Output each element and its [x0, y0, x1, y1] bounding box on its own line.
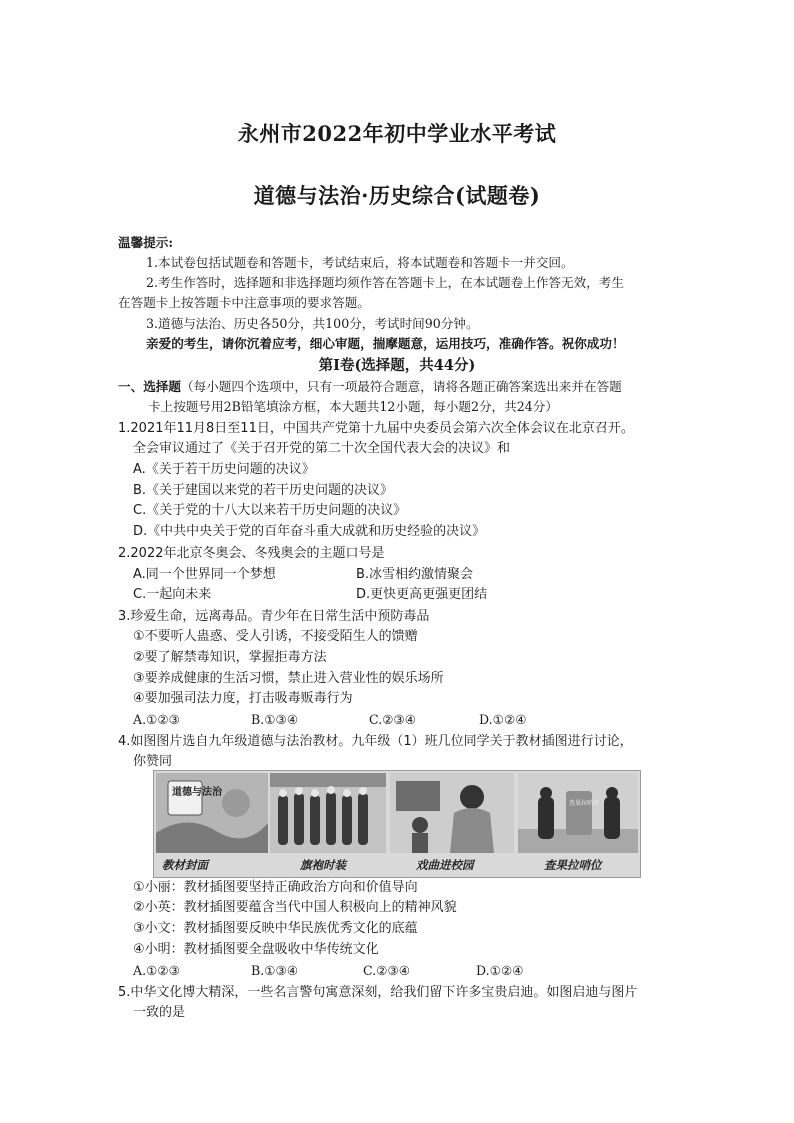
- q3-statement-1: ①不要听人蛊惑、受人引诱，不接受陌生人的馈赠: [133, 629, 418, 644]
- notice-item: 在答题卡上按答题卡中注意事项的要求答题。: [118, 295, 370, 310]
- q3-option-c: C.②③④: [369, 712, 417, 727]
- section-instruction-text: （每小题四个选项中，只有一项最符合题意，请将各题正确答案选出来并在答题: [180, 379, 622, 394]
- q3-statement-3: ③要养成健康的生活习惯，禁止进入营业性的娱乐场所: [133, 671, 444, 686]
- q5-stem: 一致的是: [133, 1005, 186, 1020]
- section-instruction-lead: 一、选择题: [118, 379, 181, 394]
- section-title: 第Ⅰ卷(选择题，共44分): [318, 357, 476, 374]
- sentry-image: [518, 773, 638, 853]
- opera-image: [390, 773, 514, 853]
- q4-statement-3: ③小文：教材插图要反映中华民族优秀文化的底蕴: [133, 921, 418, 936]
- panel-textbook-cover: [156, 773, 268, 853]
- textbook-cover-image: [156, 773, 268, 853]
- q3-option-b: B.①③④: [251, 712, 299, 727]
- q3-stem: 3.珍爱生命，远离毒品。青少年在日常生活中预防毒品: [118, 609, 430, 624]
- q2-option-b: B.冰雪相约激情聚会: [356, 567, 474, 582]
- q4-option-a: A.①②③: [133, 963, 180, 978]
- q2-stem: 2.2022年北京冬奥会、冬残奥会的主题口号是: [118, 546, 385, 561]
- q4-option-d: D.①②④: [476, 963, 524, 978]
- textbook-cover-text: 道德与法治: [172, 787, 222, 798]
- q3-statement-2: ②要了解禁毒知识，掌握拒毒方法: [133, 650, 327, 665]
- q1-stem: 全会审议通过了《关于召开党的第二十次全国代表大会的决议》和: [133, 441, 511, 456]
- q2-option-c: C.一起向未来: [133, 587, 212, 602]
- panel-sentry: [518, 773, 638, 853]
- q4-option-c: C.②③④: [363, 963, 411, 978]
- notice-heading: 温馨提示:: [118, 235, 174, 250]
- textbook-illustration-strip: [153, 770, 641, 878]
- notice-item: 1.本试卷包括试题卷和答题卡，考试结束后，将本试题卷和答题卡一并交回。: [146, 255, 574, 270]
- qipao-image: [270, 773, 386, 853]
- sentry-sign-text: 查果拉哨位: [569, 800, 600, 807]
- q1-option-c: C.《关于党的十八大以来若干历史问题的决议》: [133, 503, 407, 518]
- caption-textbook-cover: 教材封面: [162, 858, 208, 872]
- q1-option-d: D.《中共中央关于党的百年奋斗重大成就和历史经验的决议》: [133, 524, 486, 539]
- notice-encourage: 亲爱的考生，请你沉着应考，细心审题，揣摩题意，运用技巧，准确作答。祝你成功！: [146, 336, 625, 351]
- section-instruction: [118, 378, 622, 396]
- q4-option-b: B.①③④: [251, 963, 299, 978]
- q2-option-d: D.更快更高更强更团结: [356, 587, 488, 602]
- q5-stem: 5.中华文化博大精深，一些名言警句寓意深刻，给我们留下许多宝贵启迪。如图启迪与图片: [118, 985, 638, 1000]
- caption-qipao: 旗袍时装: [300, 858, 346, 872]
- panel-opera: [390, 773, 514, 853]
- q4-statement-4: ④小明：教材插图要全盘吸收中华传统文化: [133, 942, 379, 957]
- q3-statement-4: ④要加强司法力度，打击吸毒贩毒行为: [133, 691, 353, 706]
- q4-stem: 你赞同: [133, 754, 173, 769]
- q1-stem: 1.2021年11月8日至11日，中国共产党第十九届中央委员会第六次全体会议在北京召开。: [118, 421, 634, 436]
- q2-option-a: A.同一个世界同一个梦想: [133, 567, 276, 582]
- section-instruction: 卡上按题号用2B铅笔填涂方框，本大题共12小题，每小题2分，共24分）: [148, 399, 558, 414]
- notice-item: 2.考生作答时，选择题和非选择题均须作答在答题卡上，在本试题卷上作答无效，考生: [146, 275, 624, 290]
- q4-statement-1: ①小丽：教材插图要坚持正确政治方向和价值导向: [133, 880, 418, 895]
- exam-title: 永州市2022年初中学业水平考试: [237, 121, 557, 146]
- caption-opera: 戏曲进校园: [416, 858, 474, 872]
- q4-statement-2: ②小英：教材插图要蕴含当代中国人积极向上的精神风貌: [133, 900, 457, 915]
- q3-option-d: D.①②④: [479, 712, 527, 727]
- notice-item: 3.道德与法治、历史各50分，共100分，考试时间90分钟。: [146, 316, 479, 331]
- q1-option-b: B.《关于建国以来党的若干历史问题的决议》: [133, 483, 394, 498]
- q3-option-a: A.①②③: [133, 712, 180, 727]
- q4-stem: 4.如图图片选自九年级道德与法治教材。九年级（1）班几位同学关于教材插图进行讨论，: [118, 734, 633, 749]
- exam-subtitle: 道德与法治·历史综合(试题卷): [253, 183, 541, 208]
- panel-qipao: [270, 773, 386, 853]
- caption-sentry: 查果拉哨位: [544, 858, 602, 872]
- q1-option-a: A.《关于若干历史问题的决议》: [133, 462, 315, 477]
